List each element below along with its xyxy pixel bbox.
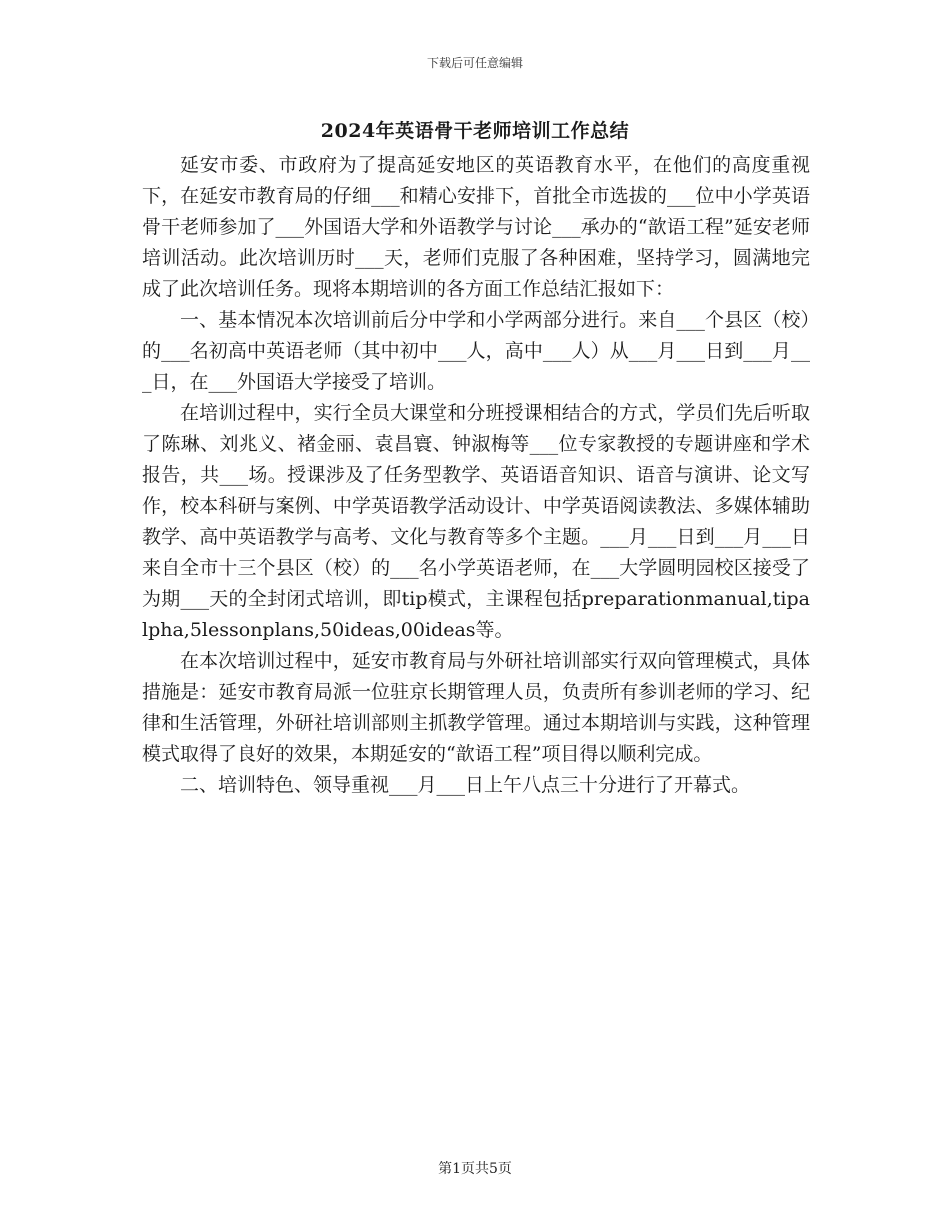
- document-body: [142, 150, 810, 801]
- paragraph-training-process: 在培训过程中，实行全员大课堂和分班授课相结合的方式，学员们先后听取了陈琳、刘兆义、褚金丽、袁昌寰、钟淑梅等___位专家教授的专题讲座和学术报告，共___场。授课涉及了任务型教学、英语语音知识、语音与演讲、论文写作，校本科研与案例、中学英语教学活动设计、中学英语阅读教法、多媒体辅助教学、高中英语教学与高考、文化与教育等多个主题。___月___日到___月___日来自全市十三个县区（校）的___名小学英语老师，在___大学圆明园校区接受了为期___天的全封闭式培训，即tip模式，主课程包括preparationmanual,tipalpha,5lessonplans,50ideas,00ideas等。: [142, 402, 810, 641]
- paragraph-management: 在本次培训过程中，延安市教育局与外研社培训部实行双向管理模式，具体措施是：延安市教育局派一位驻京长期管理人员，负责所有参训老师的学习、纪律和生活管理，外研社培训部则主抓教学管理。通过本期培训与实践，这种管理模式取得了良好的效果，本期延安的“歆语工程”项目得以顺利完成。: [142, 650, 810, 765]
- paragraph-basic-info: 一、基本情况本次培训前后分中学和小学两部分进行。来自___个县区（校）的___名初高中英语老师（其中初中___人，高中___人）从___月___日到___月___日，在___外国语大学接受了培训。: [142, 309, 810, 393]
- page-header: 下载后可任意编辑: [426, 56, 523, 70]
- paragraph-intro: 延安市委、市政府为了提高延安地区的英语教育水平，在他们的高度重视下，在延安市教育局的仔细___和精心安排下，首批全市选拔的___位中小学英语骨干老师参加了___外国语大学和外语教学与讨论___承办的“歆语工程”延安老师培训活动。此次培训历时___天，老师们克服了各种困难，坚持学习，圆满地完成了此次培训任务。现将本期培训的各方面工作总结汇报如下：: [142, 154, 810, 300]
- document-title: 2024年英语骨干老师培训工作总结: [320, 120, 630, 142]
- paragraph-features: 二、培训特色、领导重视___月___日上午八点三十分进行了开幕式。: [180, 774, 751, 796]
- page-number: 第1页共5页: [438, 1161, 512, 1177]
